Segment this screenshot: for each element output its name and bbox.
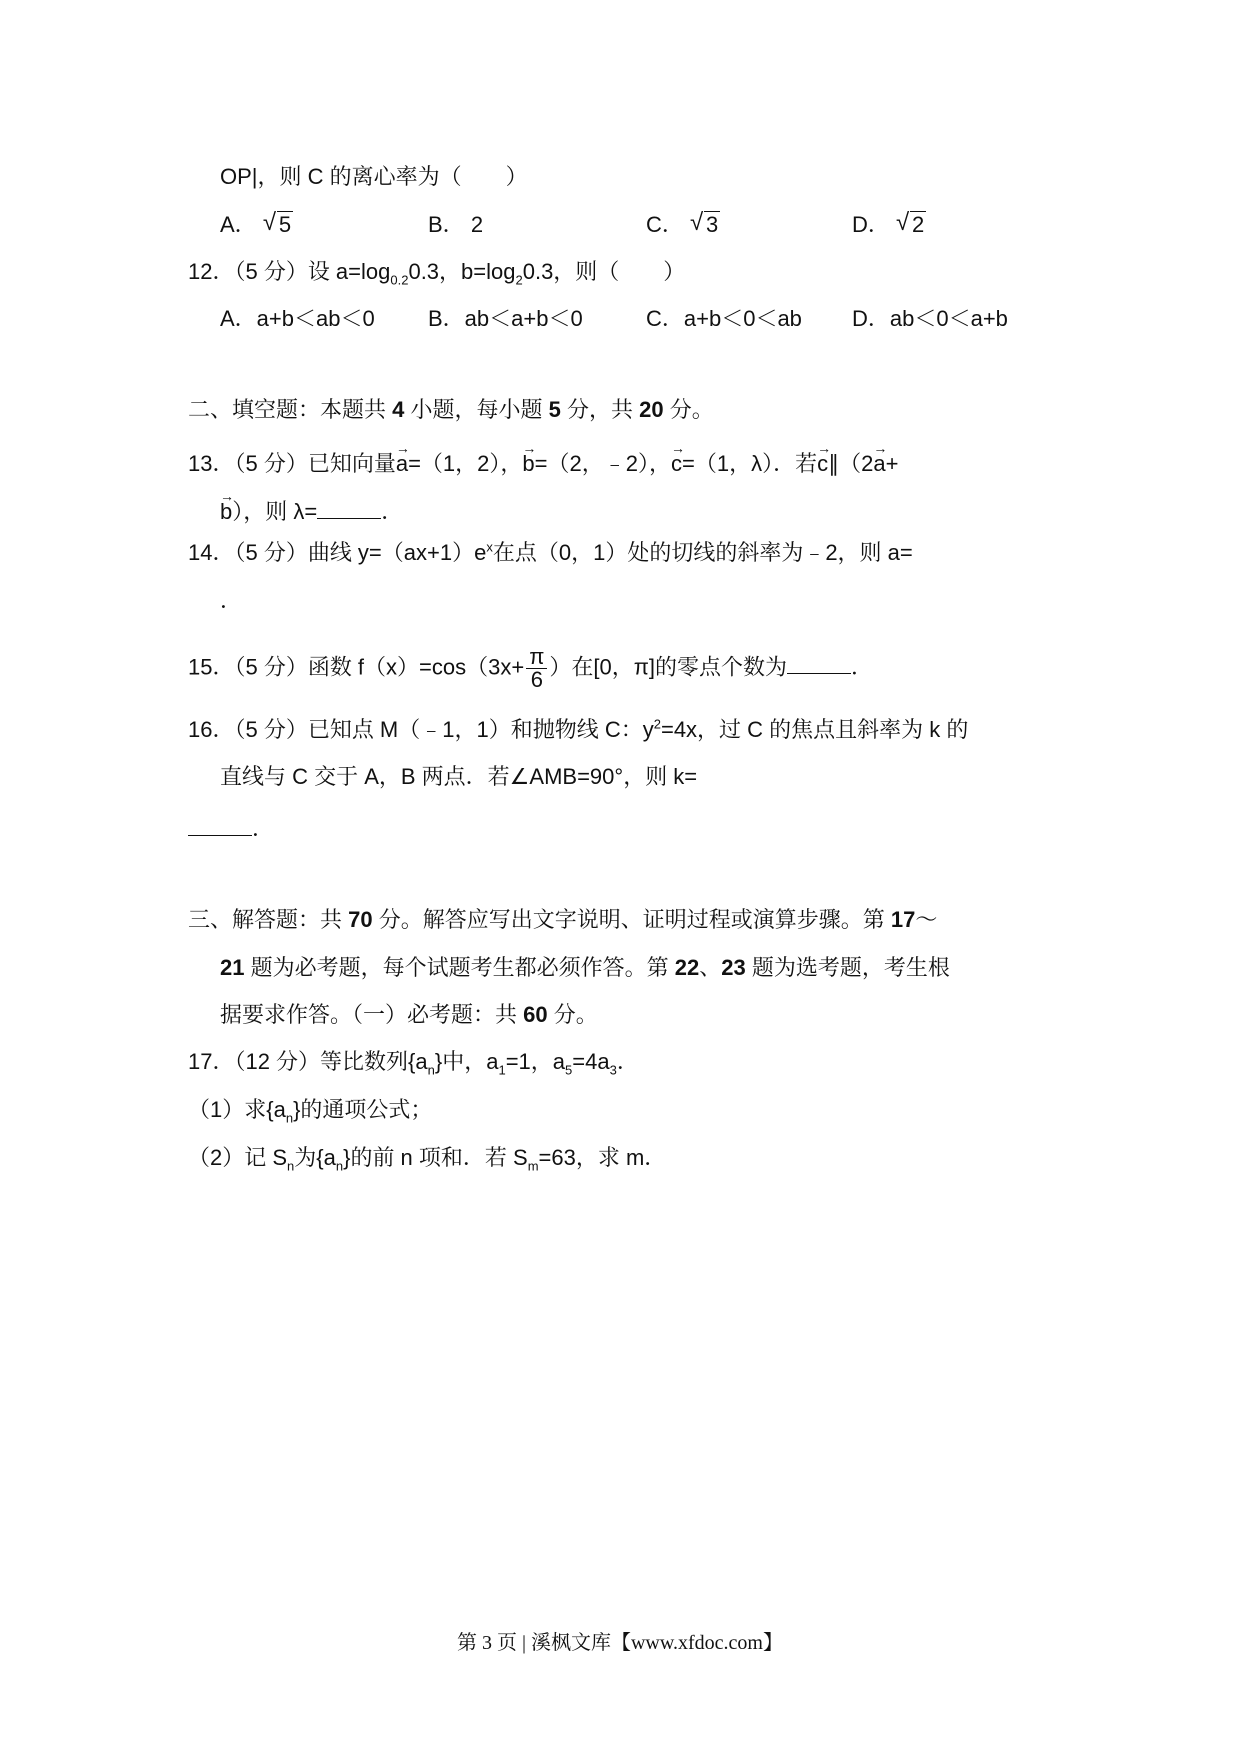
vector-c: → c [817, 443, 828, 479]
q17-stem: 17．（12 分）等比数列$\{a_n\}$中，$a_1=1$，$a_5=4a_3$． [188, 1049, 639, 1078]
answer-blank [317, 498, 381, 519]
q13-stem: 13．（5 分）已知向量→ a=（1，2），→ b=（2，﹣2），→ c=（1，λ）．若→ c∥（2→ a+ [188, 443, 898, 479]
section-3-heading-line2: 21 题为必考题，每个试题考生都必须作答。第 22、23 题为选考题，考生根 [220, 955, 950, 980]
vector-b: → b [522, 443, 534, 479]
q12-stem: 12．（5 分）设 $a=\log_{0.2}0.3$，$b=\log_20.3$，则（ ） [188, 259, 686, 288]
q11-stem-continuation: OP|，则 C 的离心率为（ ） [220, 164, 528, 189]
vector-b: → b [220, 491, 232, 527]
q17-part-2: （2）记 $S_n$为$\{a_n\}$的前 n 项和．若 $S_m=63$，求 m． [188, 1145, 667, 1174]
q11-option-a: A． √ 5 [220, 210, 293, 240]
answer-blank [787, 653, 851, 674]
q11-option-b: B． 2 [428, 212, 484, 237]
vector-a: → a [873, 443, 885, 479]
q13-stem-line2: → b），则 λ= ． [220, 491, 403, 527]
q12-option-c: C．a+b＜0＜ab [646, 306, 802, 331]
vector-c: → c [671, 443, 682, 479]
q16-stem: 16．（5 分）已知点 M（﹣1，1）和抛物线 C：$y^2=4x$，过 C 的焦点且斜率为 k 的 [188, 716, 969, 742]
section-2-heading: 二、填空题：本题共 4 小题，每小题 5 分，共 20 分。 [188, 397, 714, 422]
vector-a: → a [396, 443, 408, 479]
q12-option-b: B．ab＜a+b＜0 [428, 306, 583, 331]
q11-option-c: C． √ 3 [646, 210, 720, 240]
fraction-pi-over-6: $\frac{\pi}{6}$ [526, 646, 547, 691]
page-footer: 第 3 页 | 溪枫文库【www.xfdoc.com】 [456, 1632, 783, 1654]
q15-stem: 15．（5 分）函数 f（x）=cos（3x+ $\frac{\pi}{6}$ ）在[0，π]的零点个数为 ． [188, 644, 874, 692]
q12-option-d: D．ab＜0＜a+b [852, 306, 1008, 331]
section-3-heading: 三、解答题：共 70 分。解答应写出文字说明、证明过程或演算步骤。第 17～ [188, 907, 938, 932]
q16-stem-line3: ． [188, 814, 274, 844]
q11-option-d: D． √ 2 [852, 210, 926, 240]
q17-part-1: （1）求$\{a_n\}$的通项公式； [188, 1097, 433, 1126]
answer-blank [188, 815, 252, 836]
q12-option-a: A．a+b＜ab＜0 [220, 306, 375, 331]
q16-stem-line2: 直线与 C 交于 A，B 两点．若∠AMB=90°，则 k= [220, 764, 698, 789]
section-3-heading-line3: 据要求作答。（一）必考题：共 60 分。 [220, 1002, 598, 1027]
q14-stem: 14．（5 分）曲线 $y=(ax+1)e^x$在点（0，1）处的切线的斜率为﹣2，则 a= [188, 539, 913, 565]
q14-stem-line2: ． [220, 588, 243, 613]
